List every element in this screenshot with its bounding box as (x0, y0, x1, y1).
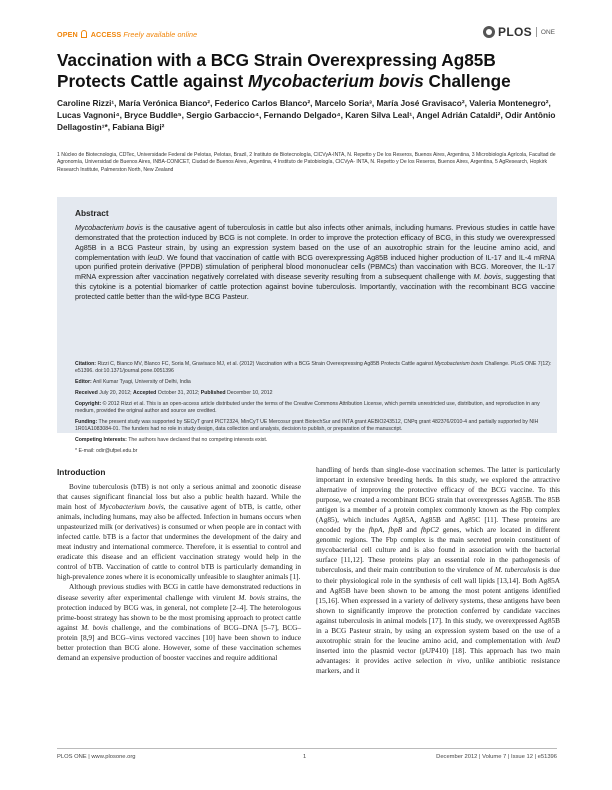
title-line-2 (57, 71, 557, 92)
intro-paragraph-2: Although previous studies with BCG in cattle have demonstrated reductions in disease severity after experimental challenge with virulent M. bovis strains, the protection induced by BCG was, in general, not complete [2–4]. The heterologous prime-boost strategy has shown to be the most promising approach to protect cattle against M. bovis challenge, and the combinations of BCG–DNA [5–7], BCG–protein [8,9] and BCG–virus vectored vaccines [10] have been shown to induce better protection than BCG alone. However, some of these vaccination schemes demand an expensive production of booster vaccines and require additional (57, 582, 301, 662)
abstract-species-2: M. bovis (473, 272, 501, 282)
journal-logo (483, 25, 555, 39)
open-lock-icon (81, 30, 87, 38)
article-metadata (75, 361, 555, 458)
intro-paragraph-3: handling of herds than single-dose vaccination schemes. The latter is particularly important in extensive breeding herds. In this study, we explored the attractive alternative of improving the protective efficacy of the BCG vaccine. To this purpose, we created a recombinant BCG strain that overexpresses Ag85B. The 85B antigen is a member of a protein complex commonly known as the Fbp complex (Ag85), which includes Ag85A, Ag85B and Ag85C [11]. These proteins are encoded by the fbpA, fbpB and fbpC2 genes, which are located in different genomic regions. The Fbp complex is the main secreted protein constituent of mycobacterial cell culture and is also found in association with the bacterial surface [11,12]. These proteins play an essential role in the pathogenesis of tuberculosis, and their main contribution to the virulence of M. tuberculosis is due to their physiological role in the synthesis of cell wall lipids [13,14]. Both Ag85A and Ag85B have been shown to be among the most potent antigens identified [15,16]. When expressed in a variety of delivery systems, these antigens have been shown to significantly improve the protection conferred by candidate vaccines against tuberculosis in animal models [17]. In this study, we overexpressed Ag85B in a BCG Pasteur strain, by using an expression system based on the use of a auxotrophic strain for the leucine amino acid, and complementation with leuD inserted into the plasmid vector (pUP410) [18]. This approach has two main advantages: it provides active selection in vivo, unlike antibiotic resistance markers, and it (316, 465, 561, 675)
title-line-1: Vaccination with a BCG Strain Overexpressing Ag85B (57, 50, 496, 70)
footer-journal-link[interactable]: PLOS ONE | www.plosone.org (57, 754, 136, 760)
right-column (316, 465, 560, 676)
plos-logo-icon (483, 26, 495, 38)
author-list: Caroline Rizzi¹, María Verónica Bianco², Federico Carlos Blanco², Marcelo Soria³, María José Gravisaco², Valeria Montenegro², Lucas Vagnoni⁴, Bryce Buddle⁵, Sergio Garbaccio⁴, Fernando Delgado⁴, Karen Silva Leal¹, Angel Adrián Cataldi², Odir Antônio Dellagostin¹*, Fabiana Bigi² (57, 98, 556, 133)
editor: Editor: Anil Kumar Tyagi, University of Delhi, India (75, 379, 191, 386)
abstract-species: Mycobacterium bovis (75, 223, 143, 232)
title-part-a: Protects Cattle against (57, 71, 249, 91)
open-access-banner (57, 30, 197, 39)
introduction-heading: Introduction (57, 467, 106, 477)
footer-page-number: 1 (303, 754, 307, 760)
abstract-gene: leuD (147, 252, 163, 262)
journal-logo-text: PLOS (498, 25, 532, 39)
title-part-c: Challenge (423, 71, 511, 91)
access-label: ACCESS (90, 30, 122, 39)
affiliations: 1 Núcleo de Biotecnologia, CDTec, Universidade Federal de Pelotas, Pelotas, Brazil, 2 Instituto de Biotecnología, CICVyA-INTA, N. Repetto y De los Reseros, Buenos Aires, Argentina, 3 Microbiología Agrícola, Facultad de Agronomía, Universidad de Buenos Aires, INBA-CONICET, Ciudad de Buenos Aires, Argentina, 4 Instituto de Patobiología, CICVyA- INTA, N. Repetto y De los Reseros, Buenos Aires, Argentina, 5 AgResearch, Hopkirk Research Institute, Palmerston North, New Zealand (57, 152, 556, 173)
dates: Received July 20, 2012; Accepted October 31, 2012; Published December 10, 2012 (75, 389, 273, 396)
article-title (57, 50, 557, 92)
competing-interests: Competing Interests: The authors have declared that no competing interests exist. (75, 436, 268, 443)
intro-paragraph-1: Bovine tuberculosis (bTB) is not only a serious animal and zoonotic disease that causes significant financial loss but also a public health hazard. While the main host of Mycobacterium bovis, the causative agent of bTB, is cattle, other animals, including humans, may also be affected. Infection in humans occurs when unpasteurized milk (or derivatives) is consumed or when people are in contact with infected cattle. bTB is a factor that undermines the development of the dairy and meat industry and international commerce. Therefore, it is essential to control and eradicate this disease and an efficient vaccination strategy would help in the control of bTB. Vaccination of cattle to control bTB is particularly demanding in high-prevalence zones where it is economically unfeasible to slaughter animals [1]. (57, 482, 301, 582)
journal-sub-text: ONE (540, 28, 555, 36)
abstract-part-b: is the causative agent of tuberculosis in cattle but also infects other animals, including humans. Previous studies in cattle have demonstrated that the protection induced by BCG is not complete. In order to improve the protection efficacy of BCG, in this study we overexpressed Ag85B in a BCG Pasteur strain, by using an expression system based on the use of an auxotrophic strain for the leucine amino acid, and complementation with (75, 223, 555, 262)
copyright: Copyright: © 2012 Rizzi et al. This is an open-access article distributed under the terms of the Creative Commons Attribution License, which permits unrestricted use, distribution, and reproduction in any medium, provided the original author and source are credited. (75, 400, 540, 414)
title-species: Mycobacterium bovis (248, 71, 424, 91)
footer-issue: December 2012 | Volume 7 | Issue 12 | e51396 (436, 754, 557, 760)
left-column (57, 482, 301, 663)
logo-divider (536, 27, 537, 37)
abstract-part-f: , suggesting that this cytokine is a potential biomarker of cattle protection against bovine tuberculosis. Importantly, vaccination with the recombinant BCG vaccine protected cattle better than the wild-type BCG Pasteur. (75, 272, 555, 301)
funding: Funding: The present study was supported by SECyT grant PICT2324, MinCyT UE Mercosur grant BiotechSur and INTA grant AEBIO243512, CNPq grant 482376/2010-4 and partially supported by NIH 1R01A1083084-01. The funders had no role in study design, data collection and analysis, decision to publish, or preparation of the manuscript. (75, 418, 539, 433)
email-link[interactable]: * E-mail: odir@ufpel.edu.br (75, 447, 138, 454)
citation: Citation: Rizzi C, Bianco MV, Blanco FC, Soria M, Gravisaco MJ, et al. (2012) Vaccination with a BCG Strain Overexpressing Ag85B Protects Cattle against Mycobacterium bovis Challenge. PLoS ONE 7(12): e51396. doi:10.1371/journal.pone.0051396 (75, 361, 552, 375)
freely-available-label: Freely available online (123, 30, 198, 39)
abstract-text (75, 223, 555, 302)
page-footer (57, 748, 557, 761)
open-label: OPEN (57, 30, 78, 39)
abstract-part-d: . We found that vaccination of cattle with BCG overexpressing Ag85B induced higher production of IL-17 and IL-4 mRNA upon purified protein derivative (PPDB) stimulation of peripheral blood mononuclear cells (PBMCs) than vaccination with BCG. Moreover, the IL-17 mRNA expression after vaccination negatively correlated with disease severity resulting from a subsequent challenge with (75, 252, 555, 282)
abstract-heading: Abstract (75, 208, 109, 218)
